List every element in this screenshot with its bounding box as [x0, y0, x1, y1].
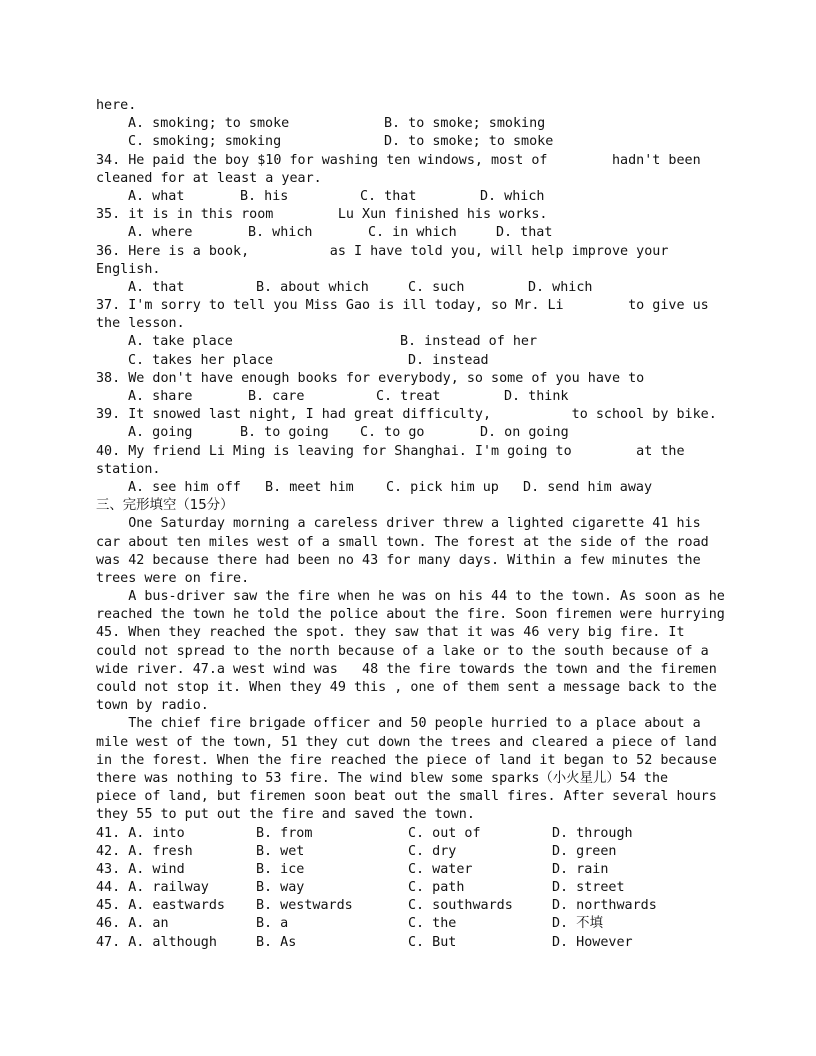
question-39: 39. It snowed last night, I had great difficulty, to school by bike. [96, 407, 717, 423]
question-34: 34. He paid the boy $10 for washing ten windows, most of hadn't been [96, 152, 701, 168]
cloze-options-41 [96, 825, 722, 843]
passage-line: mile west of the town, 51 they cut down the trees and cleared a piece of land [96, 734, 717, 750]
passage-line: reached the town he told the police about the fire. Soon firemen were hurrying [96, 607, 725, 623]
option-d: D. northwards [552, 898, 657, 914]
option-c: C. in which [368, 225, 457, 241]
option-c: C. smoking; smoking [128, 134, 282, 150]
question-37-cont: the lesson. [96, 316, 185, 332]
option-b: B. to smoke; smoking [384, 116, 546, 132]
question-36-cont: English. [96, 261, 161, 277]
option-a: A. where [128, 225, 193, 241]
option-b: B. to going [240, 425, 329, 441]
cloze-options-45 [96, 897, 722, 915]
options-q38 [96, 388, 722, 406]
cloze-options-42 [96, 843, 722, 861]
option-b: B. which [248, 225, 313, 241]
passage-line: town by radio. [96, 698, 209, 714]
option-b: B. ice [256, 861, 305, 877]
option-b: B. way [256, 880, 305, 896]
passage-line: trees were on fire. [96, 570, 250, 586]
option-d: D. which [480, 188, 545, 204]
option-c: C. to go [360, 425, 425, 441]
options-q37-row2 [96, 352, 722, 370]
option-d: D. to smoke; to smoke [384, 134, 554, 150]
option-a: A. smoking; to smoke [128, 116, 290, 132]
option-c: C. that [360, 188, 417, 204]
option-c: C. southwards [408, 898, 513, 914]
option-a: A. what [128, 188, 185, 204]
question-40: 40. My friend Li Ming is leaving for Shanghai. I'm going to at the [96, 443, 685, 459]
option-a: 44. A. railway [96, 880, 209, 896]
passage-line: 45. When they reached the spot. they saw that it was 46 very big fire. It [96, 625, 685, 641]
passage-line: The chief fire brigade officer and 50 people hurried to a place about a [96, 716, 701, 732]
option-c: C. such [408, 279, 465, 295]
question-36: 36. Here is a book, as I have told you, will help improve your [96, 243, 669, 259]
option-d: D. However [552, 934, 633, 950]
options-q37-row1 [96, 333, 722, 351]
option-d: D. that [496, 225, 553, 241]
question-37: 37. I'm sorry to tell you Miss Gao is ill today, so Mr. Li to give us [96, 298, 709, 314]
option-c: C. path [408, 880, 465, 896]
option-b: B. instead of her [400, 334, 538, 350]
option-c: C. takes her place [128, 352, 274, 368]
cloze-options-46 [96, 915, 722, 933]
options-q34 [96, 188, 722, 206]
option-a: 47. A. although [96, 934, 217, 950]
option-d: D. street [552, 880, 625, 896]
option-c: C. out of [408, 825, 481, 841]
passage-line: could not spread to the north because of a lake or to the south because of a [96, 643, 709, 659]
option-c: C. water [408, 861, 473, 877]
option-a: 42. A. fresh [96, 843, 193, 859]
question-35: 35. it is in this room Lu Xun finished his works. [96, 207, 548, 223]
option-b: B. from [256, 825, 313, 841]
text-line: here. [96, 98, 137, 113]
option-a: A. take place [128, 334, 233, 350]
cloze-options-47 [96, 934, 722, 952]
option-d: D. 不填 [552, 916, 603, 932]
options-q33-row2 [96, 133, 722, 151]
option-b: B. westwards [256, 898, 353, 914]
passage-line: car about ten miles west of a small town. The forest at the side of the road [96, 534, 709, 550]
option-d: D. on going [480, 425, 569, 441]
option-a: A. that [128, 279, 185, 295]
question-38: 38. We don't have enough books for everybody, so some of you have to [96, 370, 645, 386]
options-q40: A. see him off B. meet him C. pick him up D. send him away [128, 479, 653, 495]
option-c: C. But [408, 934, 457, 950]
option-a: 41. A. into [96, 825, 185, 841]
question-40-cont: station. [96, 461, 161, 477]
option-c: C. treat [376, 389, 441, 404]
passage-line: A bus-driver saw the fire when he was on his 44 to the town. As soon as he [96, 589, 725, 605]
passage-line: wide river. 47.a west wind was 48 the fire towards the town and the firemen [96, 661, 717, 677]
option-c: C. dry [408, 843, 457, 859]
passage-line: there was nothing to 53 fire. The wind blew some sparks（小火星儿）54 the [96, 770, 669, 786]
option-d: D. through [552, 825, 633, 841]
option-a: 45. A. eastwards [96, 898, 225, 914]
option-a: A. share [128, 389, 193, 404]
option-a: 46. A. an [96, 916, 169, 932]
exam-page [96, 97, 725, 952]
passage-line: they 55 to put out the fire and saved the town. [96, 807, 475, 823]
option-d: D. rain [552, 861, 609, 877]
option-a: A. going [128, 425, 193, 441]
option-b: B. As [256, 934, 297, 950]
option-d: D. green [552, 843, 617, 859]
option-b: B. his [240, 188, 289, 204]
passage-line: could not stop it. When they 49 this , one of them sent a message back to the [96, 680, 717, 695]
options-q35 [96, 224, 722, 242]
option-a: 43. A. wind [96, 861, 185, 877]
option-d: D. which [528, 279, 593, 295]
cloze-options-43 [96, 861, 722, 879]
options-q39 [96, 424, 722, 442]
options-q33-row1 [96, 115, 722, 133]
option-b: B. a [256, 916, 289, 932]
option-d: D. think [504, 389, 569, 404]
passage-line: in the forest. When the fire reached the piece of land it began to 52 because [96, 752, 717, 768]
option-b: B. care [248, 389, 305, 404]
option-b: B. about which [256, 279, 369, 295]
option-d: D. instead [408, 352, 489, 368]
question-34-cont: cleaned for at least a year. [96, 170, 322, 186]
section-heading: 三、完形填空（15分） [96, 498, 234, 514]
passage-line: One Saturday morning a careless driver threw a lighted cigarette 41 his [96, 516, 701, 532]
option-b: B. wet [256, 843, 305, 859]
passage-line: was 42 because there had been no 43 for many days. Within a few minutes the [96, 552, 701, 568]
option-c: C. the [408, 916, 457, 932]
passage-line: piece of land, but firemen soon beat out the small fires. After several hours [96, 789, 717, 805]
cloze-options-44 [96, 879, 722, 897]
options-q36 [96, 279, 722, 297]
